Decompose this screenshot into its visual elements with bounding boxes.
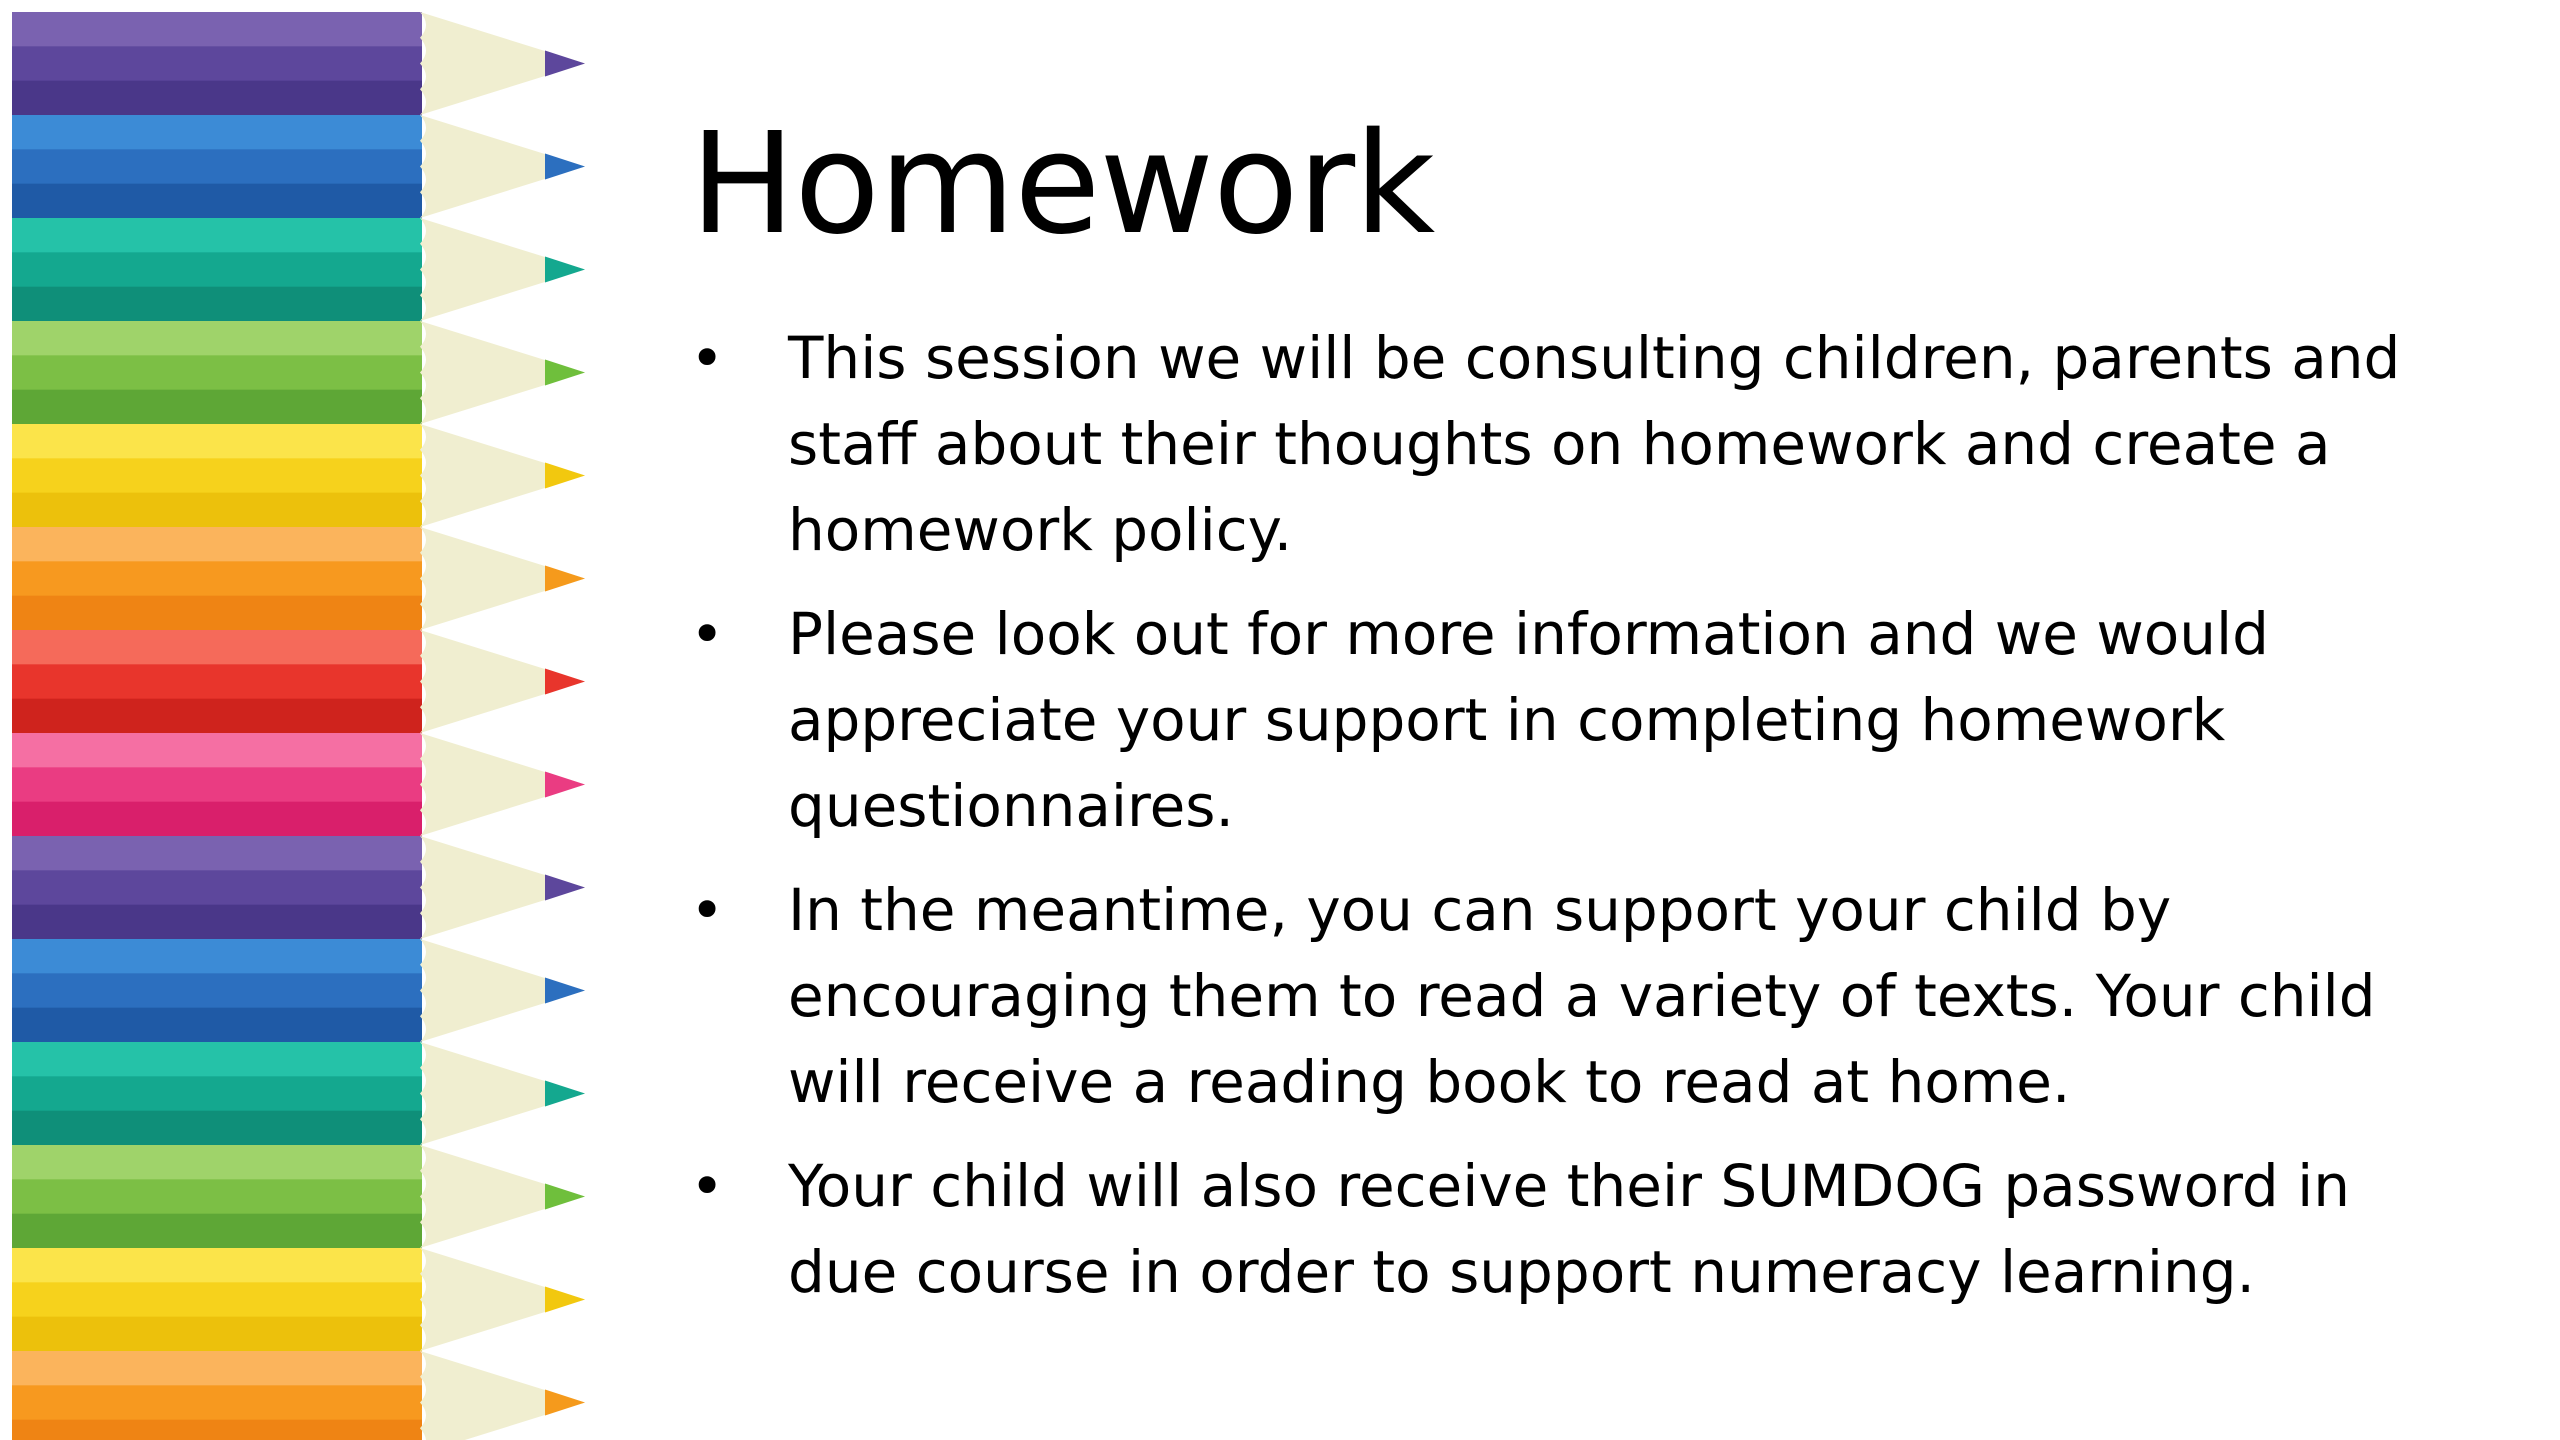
bullet-item (690, 591, 2470, 849)
pencil-teal (12, 1042, 585, 1145)
pencil-yellow (12, 424, 585, 527)
bullet-list (690, 315, 2470, 1333)
pencil-orange (12, 527, 585, 630)
bullet-text: This session we will be consulting children, parents and staff about their thoughts on homework and create a homework policy. (788, 324, 2401, 564)
pencil-green (12, 321, 585, 424)
pencil-pink (12, 733, 585, 836)
bullet-dot-icon: • (690, 324, 725, 392)
pencil-orange (12, 1351, 585, 1440)
slide-title: Homework (690, 103, 1435, 266)
bullet-dot-icon: • (690, 1152, 725, 1220)
bullet-text: In the meantime, you can support your child by encouraging them to read a variety of texts. Your child will receive a reading book to read at home. (788, 876, 2376, 1116)
bullet-item (690, 1143, 2470, 1315)
bullet-item (690, 315, 2470, 573)
pencil-purple (12, 836, 585, 939)
pencil-green (12, 1145, 585, 1248)
pencil-border-decoration (0, 0, 600, 1440)
pencil-yellow (12, 1248, 585, 1351)
pencil-teal (12, 218, 585, 321)
pencil-red (12, 630, 585, 733)
pencil-purple (12, 12, 585, 115)
bullet-item (690, 867, 2470, 1125)
bullet-text: Your child will also receive their SUMDOG password in due course in order to support numeracy learning. (788, 1152, 2351, 1306)
bullet-dot-icon: • (690, 876, 725, 944)
bullet-text: Please look out for more information and we would appreciate your support in completing homework questionnaires. (788, 600, 2269, 840)
pencil-blue (12, 939, 585, 1042)
pencil-blue (12, 115, 585, 218)
bullet-dot-icon: • (690, 600, 725, 668)
